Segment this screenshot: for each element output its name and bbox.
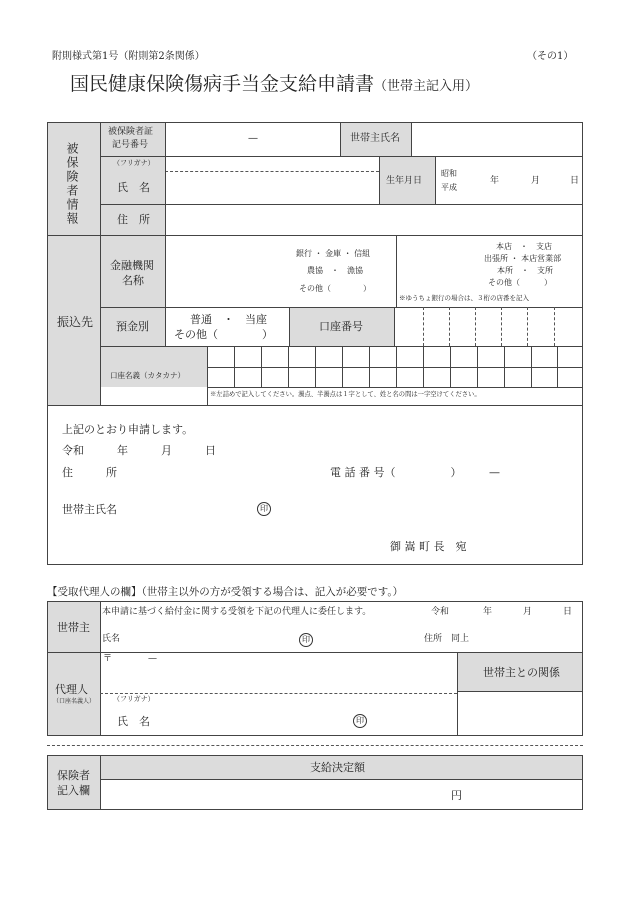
delegation-text: 本申請に基づく給付金に関する受領を下記の代理人に委任します。 [102, 607, 372, 617]
name-field[interactable] [166, 172, 378, 203]
relation-label: 世帯主との関係 [483, 666, 560, 679]
bank-types-line1: 銀行 ・ 金庫 ・ 信組 [296, 249, 371, 258]
account-holder-field[interactable] [208, 347, 582, 386]
deposit-option-line2: その他（ ） [174, 328, 273, 341]
era-heisei: 平成 [441, 183, 457, 192]
form-title-suffix: （世帯主記入用） [374, 79, 479, 94]
yucho-note: ※ゆうちょ銀行の場合は、３桁の店番を記入 [399, 294, 529, 302]
address-field[interactable] [166, 205, 582, 234]
furigana-label: （フリガナ） [113, 159, 155, 167]
transfer-section-label: 振込先 [57, 315, 94, 329]
delegation-day: 日 [563, 607, 573, 617]
card-number-label-line2: 記号番号 [112, 140, 149, 150]
insurer-label-cell [48, 756, 100, 809]
card-number-label-line1: 被保険者証 [108, 127, 154, 137]
card-number-field[interactable] [166, 123, 339, 155]
insurer-label-line2: 記入欄 [57, 784, 90, 797]
agent-name-field[interactable] [101, 705, 456, 735]
bank-types-line2: 農協 ・ 漁協 [307, 266, 363, 275]
page-tag: （その1） [527, 51, 574, 62]
application-statement: 上記のとおり申請します。 [62, 423, 194, 436]
proxy-head-name-label: 氏名 [102, 634, 121, 644]
form-reference: 附則様式第1号（附則第2条関係） [52, 51, 205, 62]
application-sign-area[interactable] [48, 406, 582, 564]
branch-types-line4: その他（ ） [488, 278, 552, 287]
card-number-dash: — [248, 133, 258, 144]
amount-field[interactable] [101, 780, 582, 809]
agent-sublabel: （口座名義人） [53, 698, 96, 705]
insurer-label-line1: 保険者 [57, 769, 90, 782]
proxy-head-address: 住所 同上 [424, 634, 470, 644]
deposit-type-field[interactable] [166, 308, 288, 345]
address-label: 住 所 [117, 213, 150, 226]
phone-label: 電 話 番 号（ ） — [330, 466, 500, 479]
birthdate-label: 生年月日 [386, 176, 423, 186]
account-number-field[interactable] [395, 308, 582, 345]
birth-month-unit: 月 [531, 176, 541, 186]
branch-types-line2: 出張所 ・ 本店営業部 [484, 254, 562, 263]
bank-types-line3: その他（ ） [299, 284, 371, 293]
account-holder-label: 口座名義（カタカナ） [110, 371, 185, 380]
era-showa: 昭和 [441, 169, 457, 178]
deposit-option-line1: 普通 ・ 当座 [190, 313, 267, 326]
head-name-field[interactable] [412, 123, 582, 155]
yen-unit: 円 [451, 789, 462, 802]
addressee: 御 嵩 町 長 宛 [390, 540, 467, 553]
applicant-head-name-label: 世帯主氏名 [62, 503, 117, 516]
form-title-main: 国民健康保険傷病手当金支給申請書 [70, 73, 375, 95]
agent-label: 代理人 [55, 683, 88, 696]
branch-types-line3: 本所 ・ 支所 [497, 266, 553, 275]
head-seal-icon: 印 [257, 502, 271, 516]
proxy-head-seal-icon: 印 [299, 633, 313, 647]
delegation-month: 月 [523, 607, 533, 617]
applicant-address-label: 住 所 [62, 466, 117, 479]
holder-label-cell [101, 347, 207, 387]
insured-section-label: 被保険者情報 [65, 142, 79, 226]
bank-name-field[interactable] [166, 236, 395, 306]
bank-label-line2: 名称 [122, 274, 144, 287]
delegation-era: 令和 [431, 607, 450, 617]
agent-name-label: 氏 名 [117, 715, 150, 728]
birthdate-field[interactable] [436, 157, 582, 203]
amount-label: 支給決定額 [310, 761, 365, 774]
agent-seal-icon: 印 [353, 714, 367, 728]
agent-address-field[interactable] [101, 665, 456, 692]
furigana-field[interactable] [166, 157, 378, 171]
branch-types-line1: 本店 ・ 支店 [496, 242, 552, 251]
agent-furigana-label: （フリガナ） [113, 695, 155, 703]
relation-field[interactable] [458, 692, 582, 735]
branch-name-field[interactable] [397, 236, 582, 294]
delegation-year: 年 [483, 607, 493, 617]
deposit-label: 預金別 [116, 320, 149, 333]
agent-postal: 〒 — [103, 654, 158, 664]
proxy-section-title: 【受取代理人の欄】（世帯主以外の方が受領する場合は、記入が必要です。） [47, 586, 404, 598]
proxy-head-label: 世帯主 [57, 621, 90, 634]
birth-year-unit: 年 [490, 176, 500, 186]
name-label: 氏 名 [117, 181, 150, 194]
insurer-separator [47, 745, 583, 746]
account-number-label: 口座番号 [319, 320, 363, 333]
application-date: 令和 年 月 日 [62, 444, 216, 457]
bank-label-line1: 金融機関 [110, 259, 154, 272]
birth-day-unit: 日 [570, 176, 580, 186]
form-title [70, 75, 478, 94]
head-name-label: 世帯主氏名 [350, 133, 400, 144]
account-holder-note: ※左詰めで記入してください。濁点、半濁点は１字として、姓と名の間は一字空けてください。 [210, 391, 481, 398]
